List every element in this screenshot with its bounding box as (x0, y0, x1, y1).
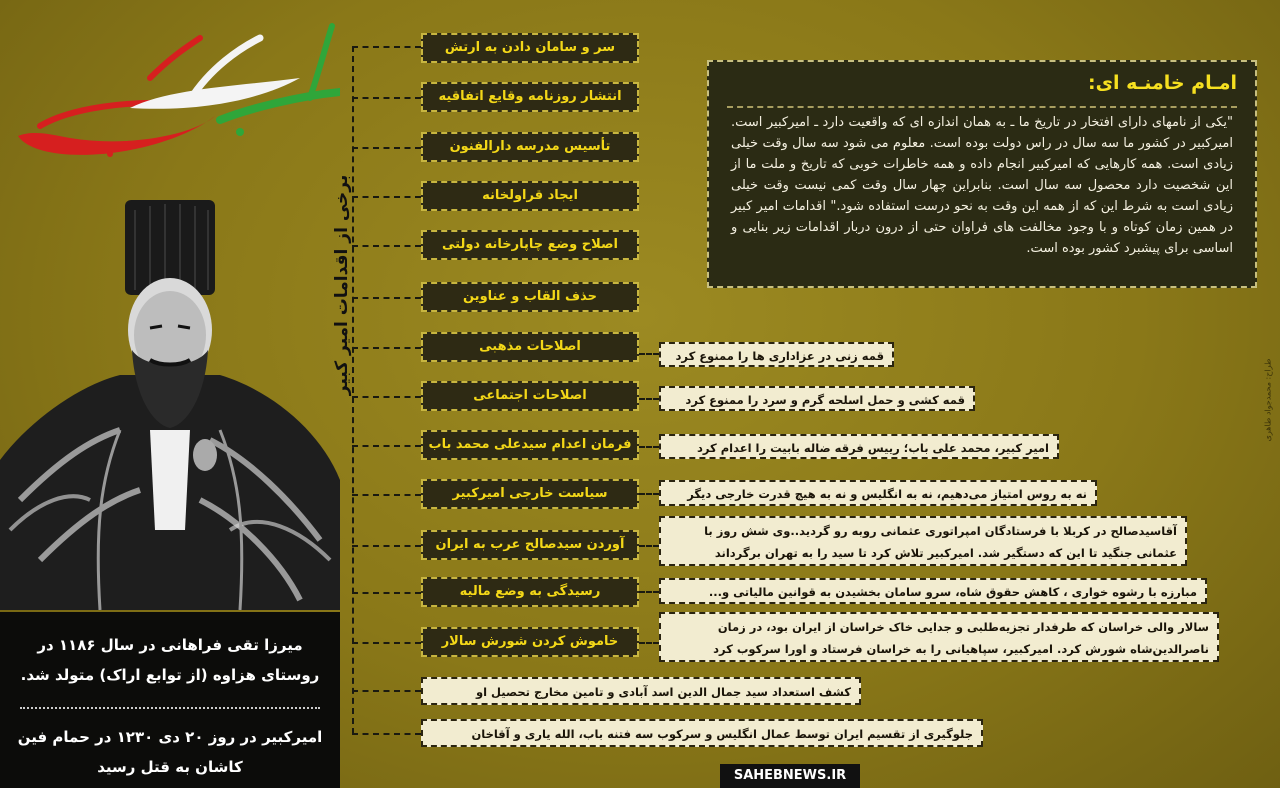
connector (639, 353, 659, 355)
wide-item-partition: جلوگیری از تقسیم ایران توسط عمال انگلیس و سرکوب سه فتنه باب، الله یاری و آقاخان (421, 719, 983, 747)
source-label: SAHEBNEWS.IR (720, 764, 860, 788)
action-religious-reforms: اصلاحات مذهبی (421, 332, 639, 362)
action-bab-execution: فرمان اعدام سیدعلی محمد باب (421, 430, 639, 460)
connector (639, 642, 659, 644)
bio-divider (20, 707, 320, 709)
connector (352, 347, 421, 349)
amir-kabir-portrait (0, 200, 340, 610)
quote-title: امـام خامنـه ای: (1088, 72, 1237, 94)
connector (352, 642, 421, 644)
detail-salar-line-1: سالار والی خراسان که طرفدار تجزیه‌طلبی و جدایی خاک خراسان از ایران بود، در زمان (717, 620, 1209, 634)
action-dar-ul-funun: تأسیس مدرسه دارالفنون (421, 132, 639, 162)
connector (639, 398, 659, 400)
designer-credit (1258, 300, 1278, 500)
action-seyed-saleh: آوردن سیدصالح عرب به ایران (421, 530, 639, 560)
designer-credit-text: طراح: محمدجواد طاهری (1263, 358, 1273, 442)
wide-item-jamal: کشف استعداد سید جمال الدین اسد آبادی و تامین مخارج تحصیل او (421, 677, 861, 705)
connector (352, 297, 421, 299)
connector (352, 445, 421, 447)
detail-religious: قمه زنی در عزاداری ها را ممنوع کرد (659, 342, 894, 367)
connector (352, 97, 421, 99)
connector (352, 196, 421, 198)
action-social-reforms: اصلاحات اجتماعی (421, 381, 639, 411)
connector (352, 396, 421, 398)
connector (352, 245, 421, 247)
action-remove-titles: حذف القاب و عناوین (421, 282, 639, 312)
detail-seyed-saleh-line-1: آقاسیدصالح در کربلا با فرستادگان امپراتوری عثمانی روبه رو گردید..وی شش روز با (704, 524, 1177, 538)
detail-bab: امیر کبیر، محمد علی باب؛ رییس فرقه ضاله بابیت را اعدام کرد (659, 434, 1059, 459)
action-foreign-policy: سیاست خارجی امیرکبیر (421, 479, 639, 509)
connector (352, 46, 421, 48)
bio-death: امیرکبیر در روز ۲۰ دی ۱۲۳۰ در حمام فین کاشان به قتل رسید (17, 728, 323, 776)
detail-salar-line-2: ناصرالدین‌شاه شورش کرد. امیرکبیر، سپاهیانی را به خراسان فرستاد و اورا سرکوب کرد (713, 642, 1209, 656)
action-army-reform: سر و سامان دادن به ارتش (421, 33, 639, 63)
connector (352, 592, 421, 594)
amir-kabir-iran-logo (10, 8, 340, 168)
vertical-title-text: برخی از اقدامات امیر کبیر (332, 174, 352, 396)
khamenei-quote-panel (707, 60, 1257, 288)
action-postal-reform: اصلاح وضع چاپارخانه دولتی (421, 230, 639, 260)
detail-social: قمه کشی و حمل اسلحه گرم و سرد را ممنوع کرد (659, 386, 975, 411)
portrait-illustration (0, 200, 340, 610)
quote-divider (727, 106, 1237, 108)
detail-seyed-saleh (659, 516, 1187, 566)
connector (639, 545, 659, 547)
connector (639, 446, 659, 448)
connector (639, 493, 659, 495)
detail-foreign-policy: نه به روس امتیاز می‌دهیم، نه به انگلیس و نه به هیچ قدرت خارجی دیگر (659, 480, 1097, 506)
timeline-spine (352, 46, 354, 734)
quote-body: "یکی از نامهای دارای افتخار در تاریخ ما ـ به همان اندازه ای که واقعیت دارد ـ امیرکبیر است. امیرکبیر در کشور ما سه سال در راس دولت بوده است. معلوم می شود سه سال وقت خیلی زیادی است. همه کارهایی که امیرکبیر انجام داده و همه خاطرات خوبی که تاریخ و ملت ما از این شخصیت دارد محصول سه سال است. بنابراین چهار سال وقت کمی نیست وقت خیلی زیادی است به شرط این که از همه این وقت به نحو درست استفاده شود." اقدامات امیر کبیر در همین زمان کوتاه و با وجود مخالفت های فراوان حتی از درون دربار اقدامات زیر بنایی و اساسی برای پیشبرد کشور بوده است. (731, 115, 1233, 256)
detail-seyed-saleh-line-2: عثمانی جنگید تا این که دستگیر شد. امیرکبیر تلاش کرد تا سید را به تهران برگرداند (714, 546, 1177, 560)
action-newspaper: انتشار روزنامه وقایع اتفاقیه (421, 82, 639, 112)
connector (639, 591, 659, 593)
connector (352, 690, 421, 692)
bio-panel (0, 612, 340, 788)
action-salar-revolt: خاموش کردن شورش سالار (421, 627, 639, 657)
connector (352, 494, 421, 496)
connector (352, 733, 421, 735)
logo-calligraphy (10, 8, 340, 168)
detail-finance: مبارزه با رشوه خواری ، کاهش حقوق شاه، سرو سامان بخشیدن به قوانین مالیاتی و... (659, 578, 1207, 604)
detail-salar (659, 612, 1219, 662)
action-guardhouse: ایجاد قراولخانه (421, 181, 639, 211)
action-finance: رسیدگی به وضع مالیه (421, 577, 639, 607)
connector (352, 545, 421, 547)
connector (352, 147, 421, 149)
bio-birth: میرزا تقی فراهانی در سال ۱۱۸۶ در روستای هزاوه (از توابع اراک) متولد شد. (20, 636, 320, 684)
vertical-title (322, 175, 362, 395)
